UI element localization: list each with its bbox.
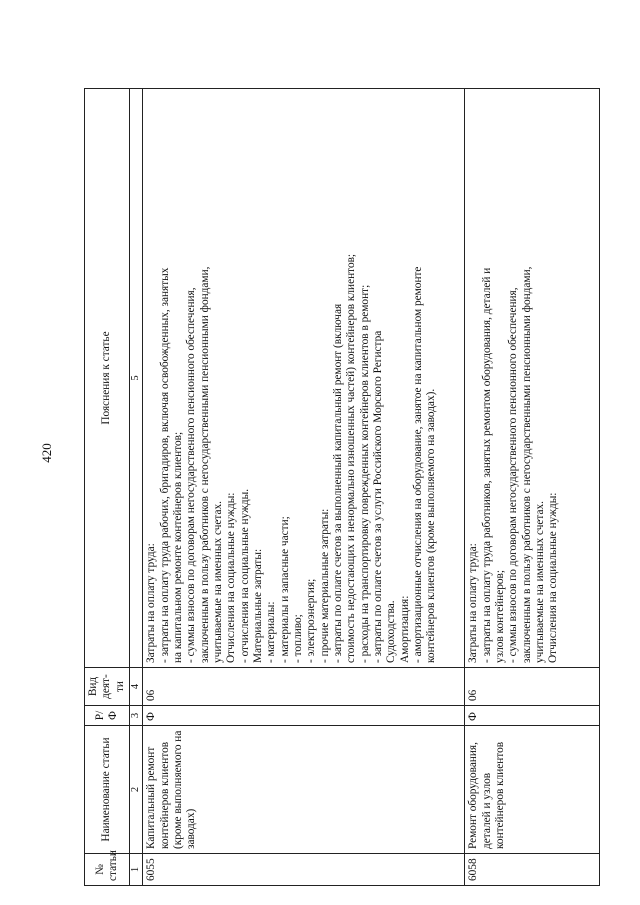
explanation-line: - прочие материальные затраты: (318, 508, 331, 663)
explanation-line: - материалы и запасные части; (278, 516, 291, 663)
explanation-line: Отчисления на социальные нужды: (225, 492, 238, 663)
explanation-line: узлов контейнеров; (494, 570, 507, 663)
explanation-line: Амортизация: (398, 595, 411, 663)
item-code: 6055 (143, 854, 465, 886)
explanation-line: на капитальном ремонте контейнеров клиентов; (172, 431, 185, 663)
item-rf: Ф (465, 706, 600, 726)
column-number: 5 (129, 89, 142, 668)
column-number: 2 (129, 726, 142, 854)
header-item-name: Наименование статьи (85, 726, 130, 854)
header-item-number: № статьи (85, 854, 130, 886)
item-activity: 06 (143, 668, 465, 706)
page-number: 420 (39, 443, 54, 463)
explanation-line: контейнеров клиентов (кроме выполняемого на заводах). (425, 388, 438, 663)
header-activity: Вид деят-ти (85, 668, 130, 706)
explanation-line: - топливо; (291, 614, 304, 663)
header-explanation: Пояснения к статье (85, 89, 130, 668)
explanation-line: Затраты на оплату труда: (467, 543, 480, 663)
table-row (143, 89, 465, 886)
item-code: 6058 (465, 854, 600, 886)
explanation-line: - расходы на транспортировку поврежденных контейнеров клиентов в ремонт; (358, 284, 371, 663)
explanation-line: - затраты по оплате счетов за выполненный капитальный ремонт (включая (331, 303, 344, 663)
explanation-line: заключенным в пользу работников с негосударственными пенсионными фондами, (198, 266, 211, 663)
explanation-line: стоимость недостающих и ненормально изношенных частей) контейнеров клиентов; (345, 253, 358, 663)
explanation-line: учитываемые на именных счетах. (212, 501, 224, 663)
column-number: 4 (129, 668, 142, 706)
column-number: 1 (129, 854, 142, 886)
explanation-line: Материальные затраты: (251, 548, 264, 663)
explanation-line: - амортизационные отчисления на оборудование, занятое на капитальном ремонте (411, 266, 424, 663)
explanation-line: учитываемые на именных счетах. (534, 501, 546, 663)
explanation-line: заключенным в пользу работников с негосударственными пенсионными фондами, (520, 266, 533, 663)
explanation-line: - затраты на оплату труда работников, занятых ремонтом оборудования, деталей и (480, 267, 493, 663)
explanation-line: - затраты по оплате счетов за услуги Российского Морского Регистра (371, 330, 384, 663)
header-rf: Р/ Ф (85, 706, 130, 726)
explanation-line: - суммы взносов по договорам негосударственного пенсионного обеспечения, (185, 287, 198, 663)
item-explanation (465, 89, 600, 668)
explanation-line: - суммы взносов по договорам негосударственного пенсионного обеспечения, (507, 287, 520, 663)
table-row (465, 89, 600, 886)
item-explanation (143, 89, 465, 668)
item-name: Капитальный ремонт контейнеров клиентов (кроме выполняемого на заводах) (143, 726, 465, 854)
explanation-line: Отчисления на социальные нужды: (547, 492, 560, 663)
item-name: Ремонт оборудования, деталей и узлов контейнеров клиентов (465, 726, 600, 854)
item-activity: 06 (465, 668, 600, 706)
column-number: 3 (129, 706, 142, 726)
explanation-line: - отчисления на социальные нужды. (238, 488, 251, 663)
explanation-line: - электроэнергия; (305, 578, 318, 663)
explanation-line: - материалы: (265, 601, 278, 663)
explanation-line: Судоходства. (385, 600, 398, 663)
explanation-line: - затраты на оплату труда рабочих, бригадиров, включая освобожденных, занятых (158, 267, 171, 663)
item-rf: Ф (143, 706, 465, 726)
cost-items-table (84, 88, 600, 886)
explanation-line: Затраты на оплату труда: (145, 543, 158, 663)
rotated-table-frame (84, 88, 600, 886)
